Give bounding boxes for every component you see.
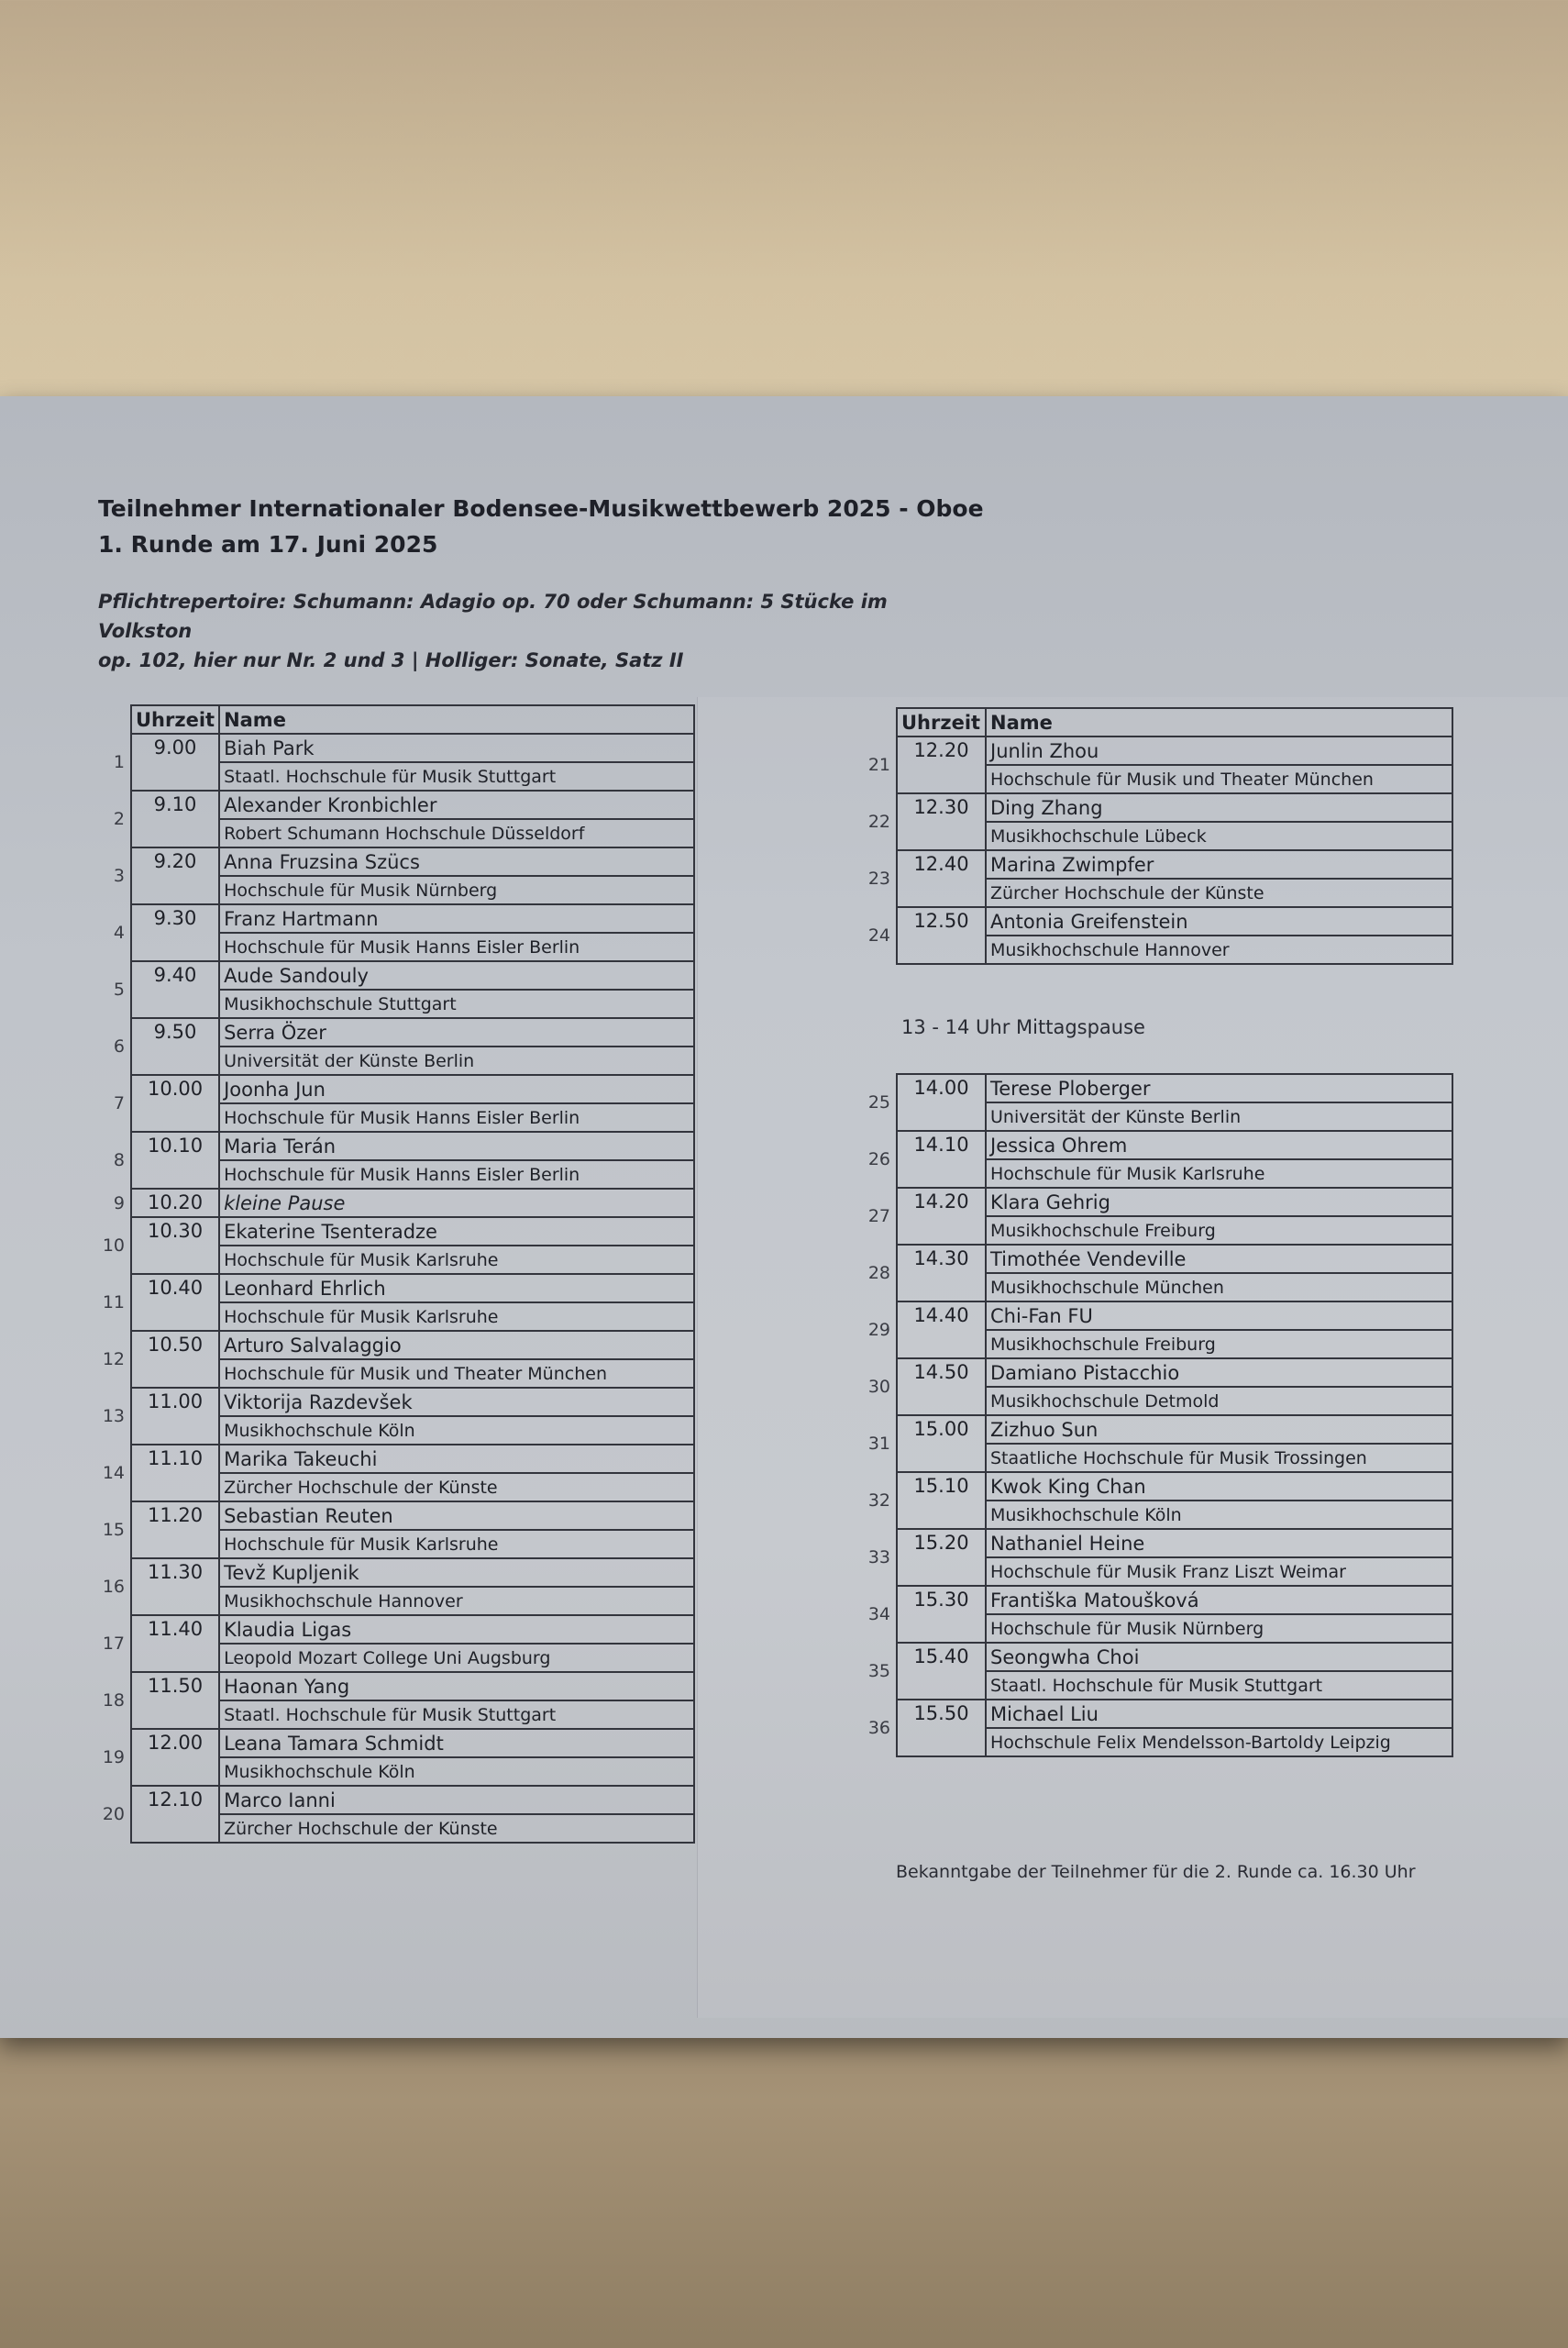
- participant-name: Sebastian Reuten: [219, 1501, 694, 1530]
- number-column-header: [87, 705, 131, 734]
- participant-name: Damiano Pistacchio: [986, 1358, 1452, 1387]
- entry-number: 19: [102, 1747, 125, 1767]
- schedule-entry-row: [87, 1501, 694, 1530]
- participant-school: Staatl. Hochschule für Musik Stuttgart: [219, 1700, 694, 1729]
- entry-number: 7: [113, 1093, 125, 1113]
- schedule-entry-row: [87, 1615, 694, 1644]
- participant-school: Hochschule für Musik Nürnberg: [986, 1614, 1452, 1643]
- participant-school: Hochschule für Musik Karlsruhe: [219, 1302, 694, 1331]
- participant-name: Jessica Ohrem: [986, 1131, 1452, 1159]
- participant-school: Universität der Künste Berlin: [219, 1047, 694, 1075]
- entry-number: 25: [867, 1092, 890, 1113]
- schedule-entry-row: [851, 1301, 1452, 1330]
- participant-name: Nathaniel Heine: [986, 1529, 1452, 1557]
- schedule-entry-row: [851, 1188, 1452, 1216]
- entry-number: 35: [867, 1661, 890, 1681]
- schedule-entry-row: [851, 1700, 1452, 1728]
- participant-school: Musikhochschule München: [986, 1273, 1452, 1301]
- participant-school: Hochschule für Musik Franz Liszt Weimar: [986, 1557, 1452, 1586]
- entry-number: 32: [867, 1490, 890, 1511]
- schedule-entry-row: [87, 1786, 694, 1814]
- participant-school: Hochschule für Musik Karlsruhe: [219, 1530, 694, 1558]
- entry-number: 5: [113, 980, 125, 1000]
- participant-school: Leopold Mozart College Uni Augsburg: [219, 1644, 694, 1672]
- entry-time: 11.20: [131, 1501, 219, 1558]
- entry-time: 10.50: [131, 1331, 219, 1388]
- participant-name: Serra Özer: [219, 1018, 694, 1047]
- participant-name: Seongwha Choi: [986, 1643, 1452, 1671]
- entry-number: 17: [102, 1634, 125, 1654]
- time-column-header: Uhrzeit: [897, 708, 986, 737]
- entry-number: 9: [113, 1192, 125, 1213]
- entry-time: 12.10: [131, 1786, 219, 1843]
- schedule-table-left: [87, 704, 695, 1844]
- entry-number: 12: [102, 1349, 125, 1369]
- schedule-entry-row: [87, 847, 694, 876]
- entry-number: 20: [102, 1804, 125, 1824]
- entry-number: 1: [113, 752, 125, 772]
- participant-school: Musikhochschule Hannover: [219, 1587, 694, 1615]
- schedule-entry-row: [851, 1245, 1452, 1273]
- participant-school: Hochschule für Musik und Theater München: [986, 765, 1452, 793]
- schedule-entry-row: [87, 961, 694, 990]
- entry-number: 13: [102, 1406, 125, 1426]
- entry-number: 28: [867, 1263, 890, 1283]
- schedule-entry-row: [851, 1586, 1452, 1614]
- entry-number: 30: [867, 1377, 890, 1397]
- schedule-entry-row: [87, 1558, 694, 1587]
- entry-time: 14.00: [897, 1074, 986, 1131]
- wall-background: [0, 2018, 1568, 2348]
- participant-school: Musikhochschule Stuttgart: [219, 990, 694, 1018]
- schedule-entry-row: [851, 850, 1452, 879]
- participant-school: Hochschule für Musik Hanns Eisler Berlin: [219, 1160, 694, 1189]
- entry-number: 18: [102, 1690, 125, 1711]
- repertoire-line-2: op. 102, hier nur Nr. 2 und 3 | Holliger: Sonate, Satz II: [98, 649, 684, 671]
- participant-name: Leonhard Ehrlich: [219, 1274, 694, 1302]
- participant-name: Marika Takeuchi: [219, 1445, 694, 1473]
- schedule-entry-row: [87, 1132, 694, 1160]
- schedule-entry-row: [87, 1217, 694, 1246]
- participant-name: Arturo Salvalaggio: [219, 1331, 694, 1359]
- schedule-entry-row: [87, 734, 694, 762]
- time-column-header: Uhrzeit: [131, 705, 219, 734]
- schedule-entry-row: [851, 1358, 1452, 1387]
- participant-school: Hochschule Felix Mendelsson-Bartoldy Leipzig: [986, 1728, 1452, 1756]
- participant-name: Tevž Kupljenik: [219, 1558, 694, 1587]
- entry-number: 4: [113, 923, 125, 943]
- table-header-row: [851, 708, 1452, 737]
- entry-time: 10.20: [131, 1189, 219, 1217]
- entry-number: 14: [102, 1463, 125, 1483]
- schedule-entry-row: [87, 1388, 694, 1416]
- entry-number: 26: [867, 1149, 890, 1169]
- mandatory-repertoire: [98, 587, 923, 675]
- schedule-table-right-morning: [851, 707, 1453, 965]
- schedule-table-right-afternoon: [851, 1073, 1453, 1757]
- participant-name: Antonia Greifenstein: [986, 907, 1452, 936]
- participant-name: Klaudia Ligas: [219, 1615, 694, 1644]
- entry-number: 11: [102, 1292, 125, 1312]
- participant-name: Maria Terán: [219, 1132, 694, 1160]
- entry-time: 15.00: [897, 1415, 986, 1472]
- participant-school: Hochschule für Musik Nürnberg: [219, 876, 694, 904]
- entry-number: 24: [867, 925, 890, 946]
- participant-school: Musikhochschule Hannover: [986, 936, 1452, 964]
- entry-time: 15.40: [897, 1643, 986, 1700]
- entry-time: 14.20: [897, 1188, 986, 1245]
- entry-time: 12.30: [897, 793, 986, 850]
- entry-time: 9.10: [131, 791, 219, 847]
- entry-time: 14.40: [897, 1301, 986, 1358]
- entry-number: 10: [102, 1235, 125, 1256]
- participant-name: Michael Liu: [986, 1700, 1452, 1728]
- schedule-entry-row: [851, 1131, 1452, 1159]
- entry-number: 21: [867, 755, 890, 775]
- schedule-entry-row: [87, 1018, 694, 1047]
- entry-time: 11.00: [131, 1388, 219, 1445]
- entry-time: 10.40: [131, 1274, 219, 1331]
- entry-time: 9.00: [131, 734, 219, 791]
- entry-number: 15: [102, 1520, 125, 1540]
- sheet-title: Teilnehmer Internationaler Bodensee-Musikwettbewerb 2025 - Oboe: [98, 495, 984, 522]
- participant-name: Marco Ianni: [219, 1786, 694, 1814]
- participant-name: Viktorija Razdevšek: [219, 1388, 694, 1416]
- participant-school: Musikhochschule Lübeck: [986, 822, 1452, 850]
- participant-name: Franz Hartmann: [219, 904, 694, 933]
- participant-school: Hochschule für Musik Karlsruhe: [986, 1159, 1452, 1188]
- participant-school: Universität der Künste Berlin: [986, 1102, 1452, 1131]
- name-column-header: Name: [219, 705, 694, 734]
- entry-number: 16: [102, 1577, 125, 1597]
- participant-name: Joonha Jun: [219, 1075, 694, 1103]
- entry-number: 6: [113, 1036, 125, 1057]
- entry-time: 11.30: [131, 1558, 219, 1615]
- entry-time: 10.30: [131, 1217, 219, 1274]
- entry-time: 15.20: [897, 1529, 986, 1586]
- repertoire-line-1: Pflichtrepertoire: Schumann: Adagio op. 70 oder Schumann: 5 Stücke im Volkston: [98, 591, 888, 642]
- participant-name: Terese Ploberger: [986, 1074, 1452, 1102]
- participant-name: Marina Zwimpfer: [986, 850, 1452, 879]
- entry-time: 14.30: [897, 1245, 986, 1301]
- participant-school: Zürcher Hochschule der Künste: [219, 1814, 694, 1843]
- entry-time: 14.50: [897, 1358, 986, 1415]
- entry-number: 29: [867, 1320, 890, 1340]
- entry-number: 34: [867, 1604, 890, 1624]
- entry-pause: kleine Pause: [219, 1189, 694, 1217]
- participant-school: Robert Schumann Hochschule Düsseldorf: [219, 819, 694, 847]
- sheet-subtitle: 1. Runde am 17. Juni 2025: [98, 531, 438, 558]
- schedule-entry-row: [851, 1529, 1452, 1557]
- participant-name: Junlin Zhou: [986, 737, 1452, 765]
- participant-school: Musikhochschule Köln: [986, 1501, 1452, 1529]
- entry-number: 36: [867, 1718, 890, 1738]
- participant-school: Musikhochschule Köln: [219, 1416, 694, 1445]
- participant-name: Ding Zhang: [986, 793, 1452, 822]
- entry-time: 11.50: [131, 1672, 219, 1729]
- entry-time: 10.00: [131, 1075, 219, 1132]
- schedule-entry-row: [851, 907, 1452, 936]
- participant-school: Hochschule für Musik Karlsruhe: [219, 1246, 694, 1274]
- participant-school: Musikhochschule Detmold: [986, 1387, 1452, 1415]
- entry-time: 9.50: [131, 1018, 219, 1075]
- number-column-header: [851, 708, 897, 737]
- schedule-entry-row: [87, 791, 694, 819]
- participant-school: Zürcher Hochschule der Künste: [219, 1473, 694, 1501]
- participant-name: Leana Tamara Schmidt: [219, 1729, 694, 1757]
- participant-school: Musikhochschule Freiburg: [986, 1216, 1452, 1245]
- participant-name: Chi-Fan FU: [986, 1301, 1452, 1330]
- participant-name: Aude Sandouly: [219, 961, 694, 990]
- entry-number: 31: [867, 1434, 890, 1454]
- entry-time: 15.10: [897, 1472, 986, 1529]
- participant-name: Biah Park: [219, 734, 694, 762]
- entry-time: 11.40: [131, 1615, 219, 1672]
- participant-school: Hochschule für Musik Hanns Eisler Berlin: [219, 933, 694, 961]
- schedule-entry-row: [851, 1643, 1452, 1671]
- participant-school: Hochschule für Musik und Theater München: [219, 1359, 694, 1388]
- lunch-break-note: 13 - 14 Uhr Mittagspause: [901, 1016, 1145, 1038]
- schedule-entry-row: [851, 1415, 1452, 1444]
- entry-time: 12.40: [897, 850, 986, 907]
- participant-name: Kwok King Chan: [986, 1472, 1452, 1501]
- entry-number: 23: [867, 869, 890, 889]
- participant-name: Timothée Vendeville: [986, 1245, 1452, 1273]
- schedule-entry-row: [851, 737, 1452, 765]
- schedule-entry-row: [87, 1729, 694, 1757]
- participant-name: Anna Fruzsina Szücs: [219, 847, 694, 876]
- entry-number: 22: [867, 812, 890, 832]
- participant-name: Haonan Yang: [219, 1672, 694, 1700]
- schedule-entry-row: [851, 1472, 1452, 1501]
- entry-number: 33: [867, 1547, 890, 1567]
- name-column-header: Name: [986, 708, 1452, 737]
- entry-time: 15.30: [897, 1586, 986, 1643]
- schedule-entry-row: [87, 1075, 694, 1103]
- participant-school: Zürcher Hochschule der Künste: [986, 879, 1452, 907]
- schedule-entry-row: [87, 904, 694, 933]
- participant-name: Ekaterine Tsenteradze: [219, 1217, 694, 1246]
- participant-name: Klara Gehrig: [986, 1188, 1452, 1216]
- participant-name: Zizhuo Sun: [986, 1415, 1452, 1444]
- schedule-entry-row: [87, 1189, 694, 1217]
- entry-time: 12.20: [897, 737, 986, 793]
- entry-time: 9.20: [131, 847, 219, 904]
- schedule-entry-row: [87, 1672, 694, 1700]
- entry-number: 8: [113, 1150, 125, 1170]
- entry-time: 11.10: [131, 1445, 219, 1501]
- participant-school: Musikhochschule Köln: [219, 1757, 694, 1786]
- entry-time: 9.40: [131, 961, 219, 1018]
- schedule-entry-row: [851, 793, 1452, 822]
- entry-time: 10.10: [131, 1132, 219, 1189]
- table-header-row: [87, 705, 694, 734]
- participant-school: Staatl. Hochschule für Musik Stuttgart: [219, 762, 694, 791]
- schedule-entry-row: [87, 1331, 694, 1359]
- entry-time: 14.10: [897, 1131, 986, 1188]
- entry-number: 27: [867, 1206, 890, 1226]
- schedule-entry-row: [851, 1074, 1452, 1102]
- entry-number: 3: [113, 866, 125, 886]
- participant-name: Alexander Kronbichler: [219, 791, 694, 819]
- participant-school: Staatl. Hochschule für Musik Stuttgart: [986, 1671, 1452, 1700]
- entry-time: 12.00: [131, 1729, 219, 1786]
- schedule-entry-row: [87, 1274, 694, 1302]
- entry-time: 9.30: [131, 904, 219, 961]
- entry-time: 15.50: [897, 1700, 986, 1756]
- schedule-entry-row: [87, 1445, 694, 1473]
- entry-number: 2: [113, 809, 125, 829]
- participant-school: Hochschule für Musik Hanns Eisler Berlin: [219, 1103, 694, 1132]
- participant-school: Staatliche Hochschule für Musik Trossingen: [986, 1444, 1452, 1472]
- participant-name: Františka Matoušková: [986, 1586, 1452, 1614]
- entry-time: 12.50: [897, 907, 986, 964]
- participant-school: Musikhochschule Freiburg: [986, 1330, 1452, 1358]
- announcement-note: Bekanntgabe der Teilnehmer für die 2. Runde ca. 16.30 Uhr: [896, 1862, 1416, 1882]
